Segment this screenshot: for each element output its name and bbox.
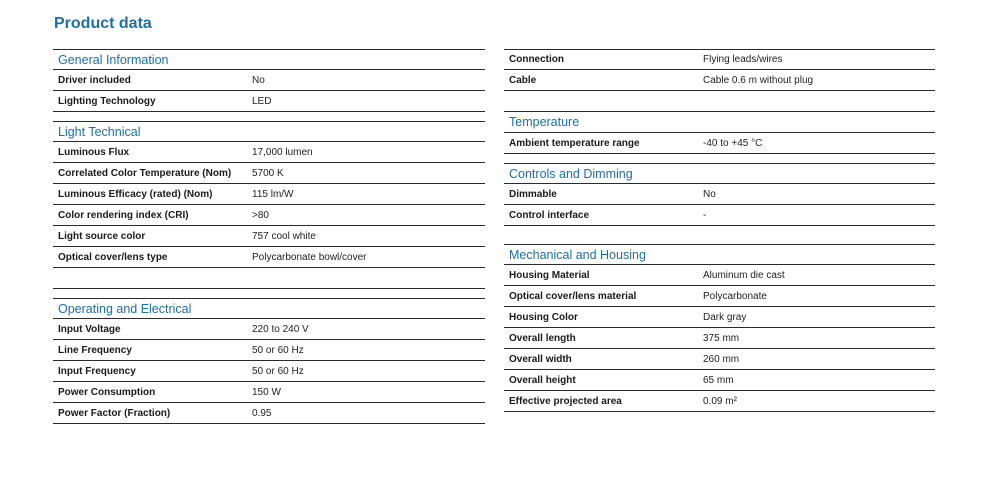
row-value: -40 to +45 °C	[703, 137, 763, 149]
table-row	[53, 226, 485, 247]
row-label: Luminous Efficacy (rated) (Nom)	[58, 188, 213, 200]
row-label: Input Voltage	[58, 323, 121, 335]
table-row	[53, 70, 485, 91]
row-label: Overall length	[509, 332, 576, 344]
row-label: Optical cover/lens type	[58, 251, 168, 263]
row-label: Overall width	[509, 353, 572, 365]
section-heading-temperature: Temperature	[504, 112, 935, 133]
table-row	[53, 163, 485, 184]
row-value: 260 mm	[703, 353, 740, 365]
row-value: Dark gray	[703, 311, 747, 323]
row-label: Color rendering index (CRI)	[58, 209, 189, 221]
row-value: Polycarbonate bowl/cover	[252, 251, 367, 263]
row-label: Housing Color	[509, 311, 578, 323]
row-value: Cable 0.6 m without plug	[703, 74, 814, 86]
empty-row	[504, 91, 935, 112]
section-heading-general: General Information	[53, 49, 485, 70]
table-row	[53, 142, 485, 163]
row-label: Effective projected area	[509, 395, 622, 407]
page-title: Product data	[54, 15, 152, 32]
table-row	[504, 370, 935, 391]
row-label: Optical cover/lens material	[509, 290, 637, 302]
table-row	[504, 307, 935, 328]
row-value: 115 lm/W	[252, 188, 294, 200]
row-value: No	[703, 188, 716, 200]
table-row	[504, 328, 935, 349]
row-value: No	[252, 74, 265, 86]
row-value: 150 W	[252, 386, 281, 398]
row-label: Line Frequency	[58, 344, 132, 356]
row-value: 375 mm	[703, 332, 740, 344]
row-label: Connection	[509, 54, 564, 65]
table-row	[53, 205, 485, 226]
table-row	[53, 319, 485, 340]
table-row	[504, 286, 935, 307]
row-label: Cable	[509, 74, 537, 86]
row-value: Polycarbonate	[703, 290, 767, 302]
row-value: >80	[252, 209, 269, 221]
row-label: Power Factor (Fraction)	[58, 407, 171, 419]
row-label: Input Frequency	[58, 365, 136, 377]
row-label: Housing Material	[509, 269, 590, 281]
table-row	[504, 391, 935, 412]
row-value: Aluminum die cast	[703, 269, 785, 281]
table-row	[504, 265, 935, 286]
row-label: Power Consumption	[58, 386, 156, 398]
table-row	[53, 91, 485, 112]
table-row	[53, 361, 485, 382]
row-value: 50 or 60 Hz	[252, 344, 304, 356]
row-label: Ambient temperature range	[509, 137, 640, 149]
row-value: 0.95	[252, 407, 272, 419]
table-row	[504, 349, 935, 370]
row-value: 220 to 240 V	[252, 323, 309, 335]
section-heading-controls: Controls and Dimming	[504, 163, 935, 184]
section-heading-operating: Operating and Electrical	[53, 298, 485, 319]
right-column	[504, 49, 935, 412]
row-value: 0.09 m²	[703, 395, 737, 407]
row-label: Luminous Flux	[58, 146, 130, 158]
table-row	[53, 184, 485, 205]
left-column	[53, 49, 485, 424]
section-heading-light: Light Technical	[53, 121, 485, 142]
table-row	[53, 340, 485, 361]
table-row	[504, 70, 935, 91]
row-value: LED	[252, 95, 272, 107]
table-row	[504, 184, 935, 205]
row-label: Dimmable	[509, 188, 557, 200]
table-row	[504, 49, 935, 70]
row-value: 757 cool white	[252, 230, 316, 242]
table-row	[504, 133, 935, 154]
table-row	[53, 403, 485, 424]
section-heading-mechanical: Mechanical and Housing	[504, 244, 935, 265]
table-row	[53, 247, 485, 268]
row-value: 65 mm	[703, 374, 734, 386]
row-label: Driver included	[58, 74, 131, 86]
row-label: Control interface	[509, 209, 590, 221]
row-label: Lighting Technology	[58, 95, 156, 107]
row-value: 50 or 60 Hz	[252, 365, 304, 377]
table-row	[53, 382, 485, 403]
row-value: 17,000 lumen	[252, 146, 313, 158]
row-label: Overall height	[509, 374, 576, 386]
table-row	[504, 205, 935, 226]
row-value: Flying leads/wires	[703, 54, 783, 65]
row-label: Light source color	[58, 230, 146, 242]
row-label: Correlated Color Temperature (Nom)	[58, 167, 232, 179]
row-value: -	[703, 209, 707, 221]
empty-row	[53, 268, 485, 289]
row-value: 5700 K	[252, 167, 284, 179]
